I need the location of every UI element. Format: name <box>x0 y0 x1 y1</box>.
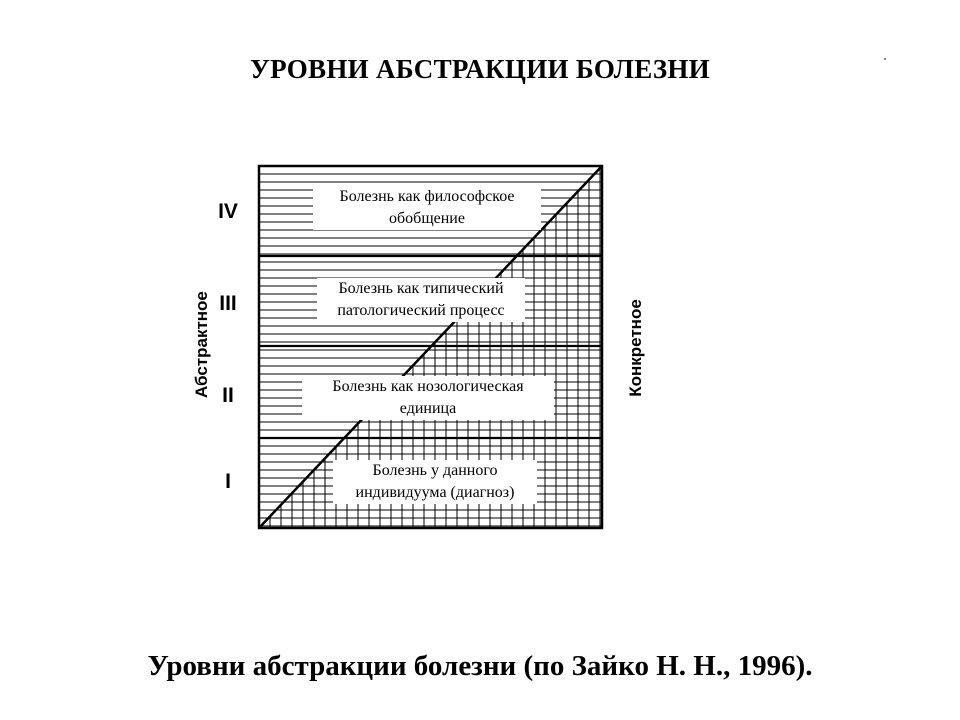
slide-title: УРОВНИ АБСТРАКЦИИ БОЛЕЗНИ <box>250 54 710 84</box>
figure-caption: Уровни абстракции болезни (по Зайко Н. Н., 1996). <box>147 650 813 682</box>
level-i-line2: индивидуума (диагноз) <box>355 484 515 501</box>
level-ii-numeral: II <box>222 384 234 407</box>
level-iv-line2: обобщение <box>389 210 465 227</box>
level-iii-line1: Болезнь как типический <box>338 280 504 297</box>
level-iii-numeral: III <box>219 292 237 315</box>
abstract-axis-label: Абстрактное <box>192 291 211 398</box>
level-iii-text <box>317 278 525 322</box>
level-ii-text <box>302 376 554 420</box>
concrete-axis-label: Конкретное <box>626 299 645 397</box>
level-iv-numeral: IV <box>218 200 238 223</box>
level-i-numeral: I <box>225 470 231 493</box>
level-i-line1: Болезнь у данного <box>372 462 498 479</box>
level-ii-line2: единица <box>399 400 457 417</box>
level-iv-line1: Болезнь как философское <box>339 188 515 205</box>
level-iii-line2: патологический процесс <box>337 302 505 319</box>
level-iv-text <box>313 186 541 230</box>
level-ii-line1: Болезнь как нозологическая <box>332 378 524 395</box>
level-i-text <box>333 460 537 504</box>
scan-speck <box>884 58 886 60</box>
